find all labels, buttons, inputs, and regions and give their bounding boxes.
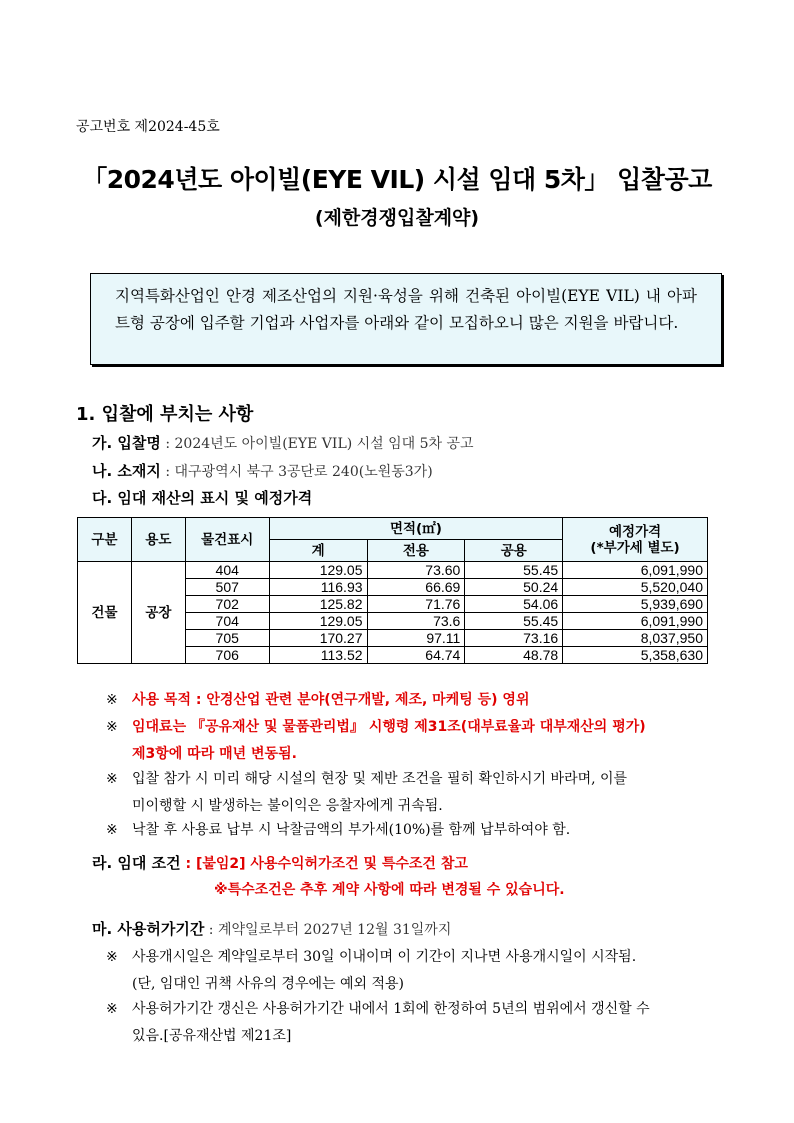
intro-text: 지역특화산업인 안경 제조산업의 지원·육성을 위해 건축된 아이빌(EYE VIL) 내 아파트형 공장에 입주할 기업과 사업자를 아래와 같이 모집하오니 많은 지원을 바랍니다. (115, 287, 697, 332)
note-start-date (106, 944, 742, 998)
table-row (78, 562, 708, 579)
item-ra-value: : [붙임2] 사용수익허가조건 및 특수조건 참고 (180, 856, 468, 872)
note-mark: ※ (106, 949, 118, 965)
header-exclusive: 전용 (367, 540, 465, 562)
total-area-cell: 116.93 (269, 579, 367, 596)
exclusive-area-cell: 71.76 (367, 596, 465, 613)
item-ra-sub (214, 879, 565, 899)
common-area-cell: 48.78 (465, 647, 563, 664)
note-rent (106, 714, 742, 768)
note-renewal-line1: 사용허가기간 갱신은 사용허가기간 내에서 1회에 한정하여 5년의 범위에서 갱신할 수 (132, 1001, 650, 1017)
price-cell: 8,037,950 (563, 630, 708, 647)
item-ra-sub-text: ※특수조건은 추후 계약 사항에 따라 변경될 수 있습니다. (214, 882, 565, 898)
note-start-line1: 사용개시일은 계약일로부터 30일 이내이며 이 기간이 지나면 사용개시일이 시작됨. (132, 949, 637, 965)
price-cell: 6,091,990 (563, 613, 708, 630)
note-rent-line1: 임대료는 『공유재산 및 물품관리법』 시행령 제31조(대부료율과 대부재산의 평가) (132, 719, 646, 735)
item-ra-label: 라. 임대 조건 (92, 854, 181, 872)
header-area: 면적(㎡) (269, 518, 563, 540)
total-area-cell: 170.27 (269, 630, 367, 647)
item-ma (92, 918, 451, 939)
item-na-label: 나. 소재지 (92, 462, 161, 480)
category-cell: 건물 (78, 562, 132, 664)
header-price-line1: 예정가격 (609, 523, 662, 540)
item-ga (92, 432, 474, 453)
item-ra (92, 852, 468, 873)
header-total: 계 (269, 540, 367, 562)
unit-cell: 704 (185, 613, 269, 630)
note-renewal (106, 996, 742, 1050)
note-inspect-line1: 입찰 참가 시 미리 해당 시설의 현장 및 제반 조건을 필히 확인하시기 바라며, 이를 (132, 771, 628, 787)
note-vat (106, 817, 742, 844)
header-common: 공용 (465, 540, 563, 562)
unit-cell: 404 (185, 562, 269, 579)
note-vat-text: 낙찰 후 사용료 납부 시 낙찰금액의 부가세(10%)를 함께 납부하여야 함. (132, 822, 571, 838)
intro-box (90, 273, 722, 365)
note-inspect (106, 766, 742, 820)
common-area-cell: 54.06 (465, 596, 563, 613)
total-area-cell: 125.82 (269, 596, 367, 613)
exclusive-area-cell: 66.69 (367, 579, 465, 596)
common-area-cell: 73.16 (465, 630, 563, 647)
note-purpose (106, 687, 742, 714)
item-ga-label: 가. 입찰명 (92, 434, 161, 452)
price-cell: 6,091,990 (563, 562, 708, 579)
note-mark: ※ (106, 822, 118, 838)
common-area-cell: 50.24 (465, 579, 563, 596)
usage-cell: 공장 (131, 562, 185, 664)
price-cell: 5,520,040 (563, 579, 708, 596)
note-inspect-line2: 미이행할 시 발생하는 불이익은 응찰자에게 귀속됨. (132, 798, 443, 814)
price-cell: 5,358,630 (563, 647, 708, 664)
exclusive-area-cell: 73.6 (367, 613, 465, 630)
total-area-cell: 113.52 (269, 647, 367, 664)
note-mark: ※ (106, 719, 118, 735)
common-area-cell: 55.45 (465, 613, 563, 630)
header-usage: 용도 (131, 518, 185, 562)
page-subtitle: (제한경쟁입찰계약) (314, 207, 480, 229)
notice-number: 공고번호 제2024-45호 (76, 119, 220, 135)
rental-property-table (77, 517, 708, 664)
item-ma-value: : 계약일로부터 2027년 12월 31일까지 (204, 922, 452, 938)
item-na (92, 460, 433, 481)
header-item: 물건표시 (185, 518, 269, 562)
header-price (563, 518, 708, 562)
page-title: 「2024년도 아이빌(EYE VIL) 시설 임대 5차」 입찰공고 (82, 165, 712, 194)
section-1-heading: 1. 입찰에 부치는 사항 (76, 404, 254, 425)
total-area-cell: 129.05 (269, 562, 367, 579)
exclusive-area-cell: 97.11 (367, 630, 465, 647)
note-start-line2: (단, 임대인 귀책 사유의 경우에는 예외 적용) (132, 976, 404, 992)
price-cell: 5,939,690 (563, 596, 708, 613)
note-purpose-text: 사용 목적 : 안경산업 관련 분야(연구개발, 제조, 마케팅 등) 영위 (132, 692, 530, 708)
unit-cell: 702 (185, 596, 269, 613)
unit-cell: 507 (185, 579, 269, 596)
note-renewal-line2: 있음.[공유재산법 제21조] (132, 1028, 292, 1044)
item-da-label: 다. 임대 재산의 표시 및 예정가격 (92, 489, 313, 507)
note-mark: ※ (106, 692, 118, 708)
item-ma-label: 마. 사용허가기간 (92, 920, 205, 938)
header-category: 구분 (78, 518, 132, 562)
note-rent-line2: 제3항에 따라 매년 변동됨. (132, 746, 297, 762)
note-mark: ※ (106, 771, 118, 787)
exclusive-area-cell: 73.60 (367, 562, 465, 579)
unit-cell: 705 (185, 630, 269, 647)
exclusive-area-cell: 64.74 (367, 647, 465, 664)
total-area-cell: 129.05 (269, 613, 367, 630)
header-price-line2: (*부가세 별도) (590, 539, 680, 556)
unit-cell: 706 (185, 647, 269, 664)
item-ga-value: : 2024년도 아이빌(EYE VIL) 시설 임대 5차 공고 (160, 436, 474, 452)
item-na-value: : 대구광역시 북구 3공단로 240(노원동3가) (160, 464, 433, 480)
item-da (92, 487, 312, 508)
note-mark: ※ (106, 1001, 118, 1017)
common-area-cell: 55.45 (465, 562, 563, 579)
